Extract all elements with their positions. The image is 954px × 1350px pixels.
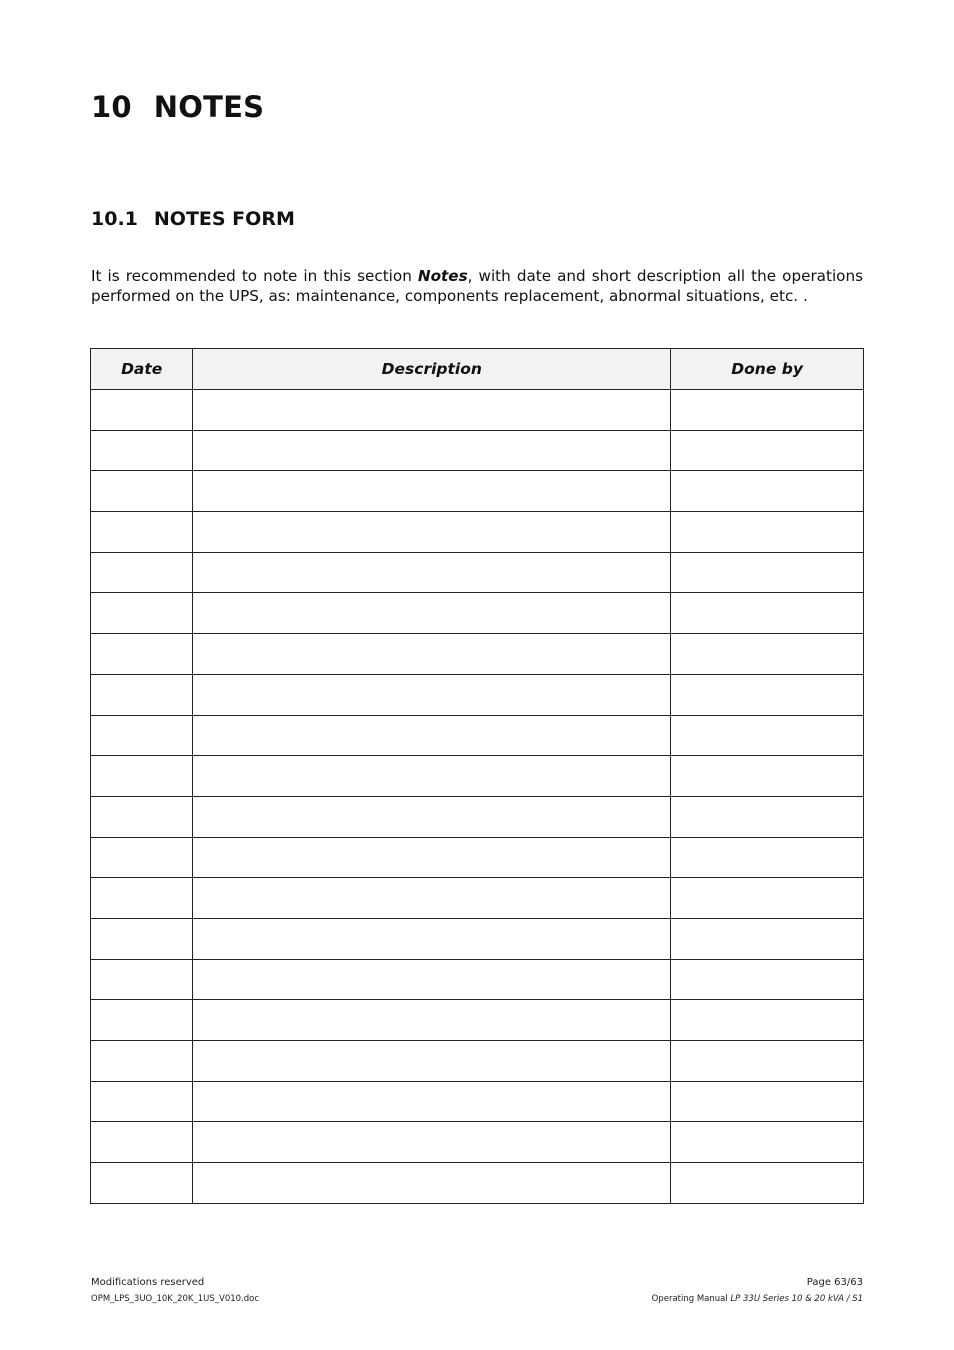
description-cell[interactable]: [193, 674, 671, 715]
date-cell[interactable]: [91, 1041, 193, 1082]
done-by-cell[interactable]: [671, 552, 864, 593]
description-cell[interactable]: [193, 634, 671, 675]
column-header-done-by: Done by: [671, 349, 864, 390]
done-by-cell[interactable]: [671, 634, 864, 675]
intro-text-before: It is recommended to note in this section: [91, 267, 418, 285]
description-cell[interactable]: [193, 430, 671, 471]
section-heading: [91, 208, 295, 230]
table-row: [91, 1041, 864, 1082]
done-by-cell[interactable]: [671, 1000, 864, 1041]
table-row: [91, 715, 864, 756]
description-cell[interactable]: [193, 715, 671, 756]
description-cell[interactable]: [193, 878, 671, 919]
column-header-description: Description: [193, 349, 671, 390]
date-cell[interactable]: [91, 715, 193, 756]
date-cell[interactable]: [91, 756, 193, 797]
table-row: [91, 430, 864, 471]
table-row: [91, 593, 864, 634]
table-row: [91, 1122, 864, 1163]
done-by-cell[interactable]: [671, 674, 864, 715]
table-row: [91, 674, 864, 715]
date-cell[interactable]: [91, 634, 193, 675]
done-by-cell[interactable]: [671, 430, 864, 471]
table-body: [91, 390, 864, 1204]
description-cell[interactable]: [193, 552, 671, 593]
table-row: [91, 918, 864, 959]
chapter-number: 10: [91, 90, 132, 124]
date-cell[interactable]: [91, 674, 193, 715]
done-by-cell[interactable]: [671, 1122, 864, 1163]
date-cell[interactable]: [91, 878, 193, 919]
description-cell[interactable]: [193, 1081, 671, 1122]
done-by-cell[interactable]: [671, 918, 864, 959]
table-row: [91, 959, 864, 1000]
description-cell[interactable]: [193, 593, 671, 634]
description-cell[interactable]: [193, 390, 671, 431]
done-by-cell[interactable]: [671, 593, 864, 634]
done-by-cell[interactable]: [671, 878, 864, 919]
description-cell[interactable]: [193, 959, 671, 1000]
done-by-cell[interactable]: [671, 390, 864, 431]
table-row: [91, 1081, 864, 1122]
date-cell[interactable]: [91, 1122, 193, 1163]
description-cell[interactable]: [193, 837, 671, 878]
date-cell[interactable]: [91, 552, 193, 593]
column-header-date: Date: [91, 349, 193, 390]
footer-filename: OPM_LPS_3UO_10K_20K_1US_V010.doc: [91, 1294, 260, 1304]
date-cell[interactable]: [91, 512, 193, 553]
footer-manual: [652, 1291, 863, 1308]
done-by-cell[interactable]: [671, 837, 864, 878]
footer-page-number: Page 63/63: [806, 1277, 863, 1288]
table-row: [91, 878, 864, 919]
done-by-cell[interactable]: [671, 959, 864, 1000]
table-row: [91, 837, 864, 878]
description-cell[interactable]: [193, 756, 671, 797]
footer-manual-prefix: Operating Manual: [651, 1294, 731, 1304]
table-row: [91, 634, 864, 675]
date-cell[interactable]: [91, 471, 193, 512]
table-row: [91, 552, 864, 593]
done-by-cell[interactable]: [671, 471, 864, 512]
section-title: NOTES FORM: [153, 208, 295, 230]
description-cell[interactable]: [193, 512, 671, 553]
description-cell[interactable]: [193, 471, 671, 512]
description-cell[interactable]: [193, 918, 671, 959]
done-by-cell[interactable]: [671, 796, 864, 837]
done-by-cell[interactable]: [671, 1041, 864, 1082]
table-row: [91, 1000, 864, 1041]
section-number: 10.1: [91, 208, 138, 230]
done-by-cell[interactable]: [671, 512, 864, 553]
date-cell[interactable]: [91, 918, 193, 959]
done-by-cell[interactable]: [671, 1081, 864, 1122]
table-row: [91, 796, 864, 837]
footer-manual-title: LP 33U Series 10 & 20 kVA / S1: [730, 1294, 863, 1304]
notes-form-table: [90, 348, 864, 1204]
intro-text-after: , with date and short description all the operations performed on the UPS, as: maintenance, components replacement, abnormal situations, etc. .: [91, 267, 863, 305]
date-cell[interactable]: [91, 593, 193, 634]
table-row: [91, 471, 864, 512]
table-row: [91, 756, 864, 797]
done-by-cell[interactable]: [671, 756, 864, 797]
description-cell[interactable]: [193, 1041, 671, 1082]
description-cell[interactable]: [193, 1000, 671, 1041]
description-cell[interactable]: [193, 1122, 671, 1163]
date-cell[interactable]: [91, 796, 193, 837]
description-cell[interactable]: [193, 796, 671, 837]
footer-right: [652, 1274, 863, 1308]
date-cell[interactable]: [91, 837, 193, 878]
intro-emphasis: Notes: [417, 267, 468, 285]
date-cell[interactable]: [91, 1000, 193, 1041]
footer-left: [91, 1274, 259, 1308]
table-row: [91, 1163, 864, 1204]
table-header-row: [91, 349, 864, 390]
description-cell[interactable]: [193, 1163, 671, 1204]
date-cell[interactable]: [91, 1081, 193, 1122]
date-cell[interactable]: [91, 959, 193, 1000]
table-row: [91, 390, 864, 431]
table-row: [91, 512, 864, 553]
date-cell[interactable]: [91, 1163, 193, 1204]
chapter-title: NOTES: [153, 90, 265, 124]
date-cell[interactable]: [91, 390, 193, 431]
date-cell[interactable]: [91, 430, 193, 471]
done-by-cell[interactable]: [671, 715, 864, 756]
intro-paragraph: [91, 266, 863, 306]
chapter-heading: [91, 90, 264, 124]
done-by-cell[interactable]: [671, 1163, 864, 1204]
footer-modifications: Modifications reserved: [91, 1277, 205, 1288]
